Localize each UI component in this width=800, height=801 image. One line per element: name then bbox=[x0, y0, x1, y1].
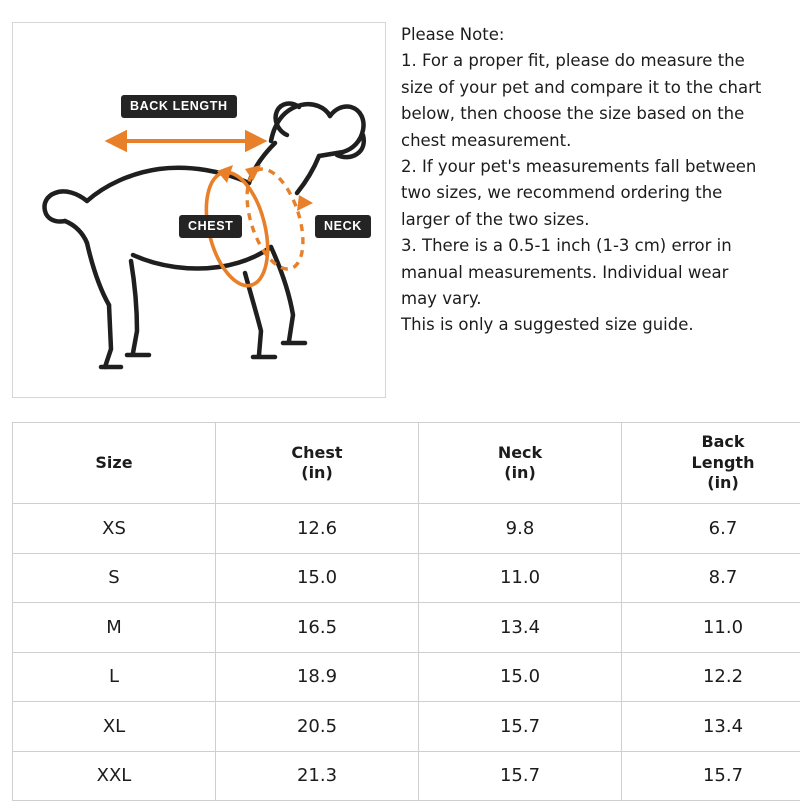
cell-back: 13.4 bbox=[622, 702, 800, 752]
notes-heading: Please Note: bbox=[401, 22, 782, 47]
header-chest bbox=[216, 423, 419, 504]
notes-line: manual measurements. Individual wear bbox=[401, 260, 782, 285]
header-neck-line1: Neck bbox=[423, 443, 617, 463]
size-table bbox=[12, 422, 800, 801]
cell-chest: 12.6 bbox=[216, 504, 419, 554]
cell-neck: 15.0 bbox=[419, 652, 622, 702]
table-body bbox=[13, 504, 800, 801]
cell-neck: 9.8 bbox=[419, 504, 622, 554]
cell-back: 11.0 bbox=[622, 603, 800, 653]
cell-size: L bbox=[13, 652, 216, 702]
notes-line: This is only a suggested size guide. bbox=[401, 312, 782, 337]
notes-line: 1. For a proper fit, please do measure the bbox=[401, 48, 782, 73]
header-neck-line2: (in) bbox=[423, 463, 617, 483]
cell-neck: 15.7 bbox=[419, 751, 622, 801]
notes-line: size of your pet and compare it to the chart bbox=[401, 75, 782, 100]
cell-back: 8.7 bbox=[622, 553, 800, 603]
table-row bbox=[13, 603, 800, 653]
table-row bbox=[13, 504, 800, 554]
header-back-length bbox=[622, 423, 800, 504]
table-row bbox=[13, 553, 800, 603]
table-head bbox=[13, 423, 800, 504]
table-row bbox=[13, 702, 800, 752]
table-row bbox=[13, 652, 800, 702]
dog-illustration bbox=[13, 23, 385, 397]
measurement-diagram bbox=[12, 22, 386, 398]
table-row bbox=[13, 751, 800, 801]
cell-chest: 18.9 bbox=[216, 652, 419, 702]
notes-line: 3. There is a 0.5-1 inch (1-3 cm) error in bbox=[401, 233, 782, 258]
label-neck: NECK bbox=[315, 215, 371, 238]
header-size bbox=[13, 423, 216, 504]
cell-neck: 11.0 bbox=[419, 553, 622, 603]
notes-line: below, then choose the size based on the bbox=[401, 101, 782, 126]
header-back-line2: Length bbox=[626, 453, 800, 473]
label-back-length: BACK LENGTH bbox=[121, 95, 237, 118]
cell-chest: 15.0 bbox=[216, 553, 419, 603]
cell-size: XL bbox=[13, 702, 216, 752]
notes-panel bbox=[386, 22, 788, 339]
notes-line: 2. If your pet's measurements fall between bbox=[401, 154, 782, 179]
cell-neck: 13.4 bbox=[419, 603, 622, 653]
cell-chest: 16.5 bbox=[216, 603, 419, 653]
cell-chest: 21.3 bbox=[216, 751, 419, 801]
cell-size: M bbox=[13, 603, 216, 653]
notes-line: may vary. bbox=[401, 286, 782, 311]
notes-line: two sizes, we recommend ordering the bbox=[401, 180, 782, 205]
cell-chest: 20.5 bbox=[216, 702, 419, 752]
size-table-wrapper bbox=[12, 422, 788, 801]
header-back-line3: (in) bbox=[626, 473, 800, 493]
cell-back: 6.7 bbox=[622, 504, 800, 554]
cell-size: S bbox=[13, 553, 216, 603]
cell-size: XS bbox=[13, 504, 216, 554]
header-back-line1: Back bbox=[626, 432, 800, 452]
cell-back: 12.2 bbox=[622, 652, 800, 702]
label-chest: CHEST bbox=[179, 215, 242, 238]
notes-line: larger of the two sizes. bbox=[401, 207, 782, 232]
chest-arrow-head bbox=[245, 165, 261, 181]
cell-size: XXL bbox=[13, 751, 216, 801]
neck-arrow-head bbox=[297, 195, 313, 211]
header-size-line1: Size bbox=[17, 453, 211, 473]
cell-neck: 15.7 bbox=[419, 702, 622, 752]
header-neck bbox=[419, 423, 622, 504]
notes-line: chest measurement. bbox=[401, 128, 782, 153]
cell-back: 15.7 bbox=[622, 751, 800, 801]
header-chest-line1: Chest bbox=[220, 443, 414, 463]
header-chest-line2: (in) bbox=[220, 463, 414, 483]
table-header-row bbox=[13, 423, 800, 504]
